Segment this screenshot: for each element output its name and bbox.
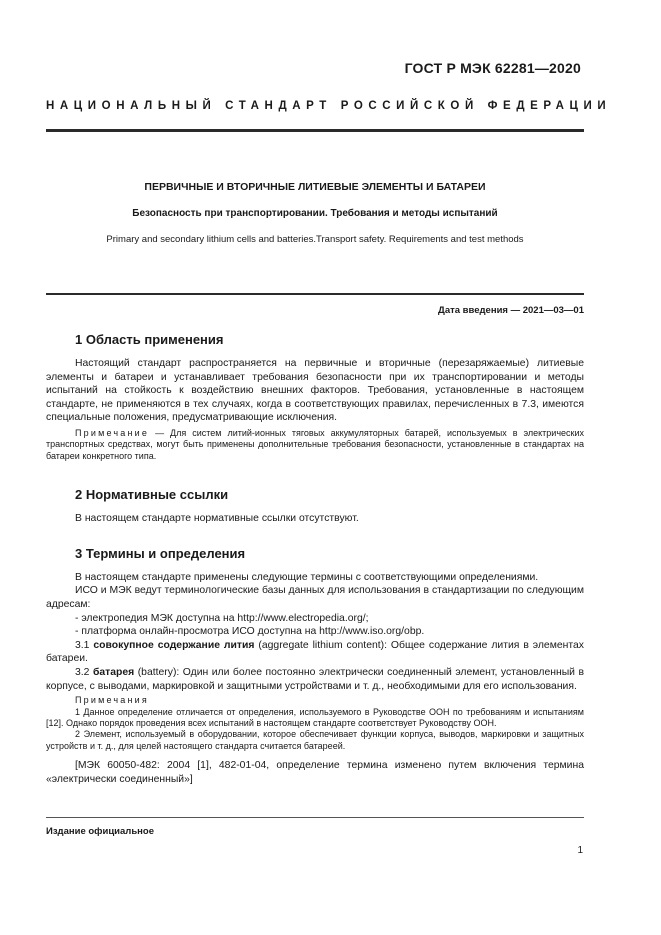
document-subtitle-ru: Безопасность при транспортировании. Требования и методы испытаний xyxy=(132,208,498,219)
section-1-note xyxy=(46,428,584,462)
notes-label: Примечания xyxy=(75,695,149,706)
term-3-1-definition: (aggregate lithium content): Общее содержание лития в элементах батареи. xyxy=(46,639,584,665)
section-3-paragraph-2: ИСО и МЭК ведут терминологические базы данных для использования в стандартизации по следующим адресам: xyxy=(46,585,584,610)
footer-divider xyxy=(46,817,584,818)
term-3-1-name: совокупное содержание лития xyxy=(93,639,255,651)
top-divider xyxy=(46,129,584,132)
page-number: 1 xyxy=(577,845,583,856)
section-3-heading: 3 Термины и определения xyxy=(75,545,246,561)
section-2-paragraph: В настоящем стандарте нормативные ссылки отсутствуют. xyxy=(75,513,359,525)
document-title-en: Primary and secondary lithium cells and batteries.Transport safety. Requirements and test methods xyxy=(106,234,524,245)
term-3-1-number: 3.1 xyxy=(75,639,94,651)
term-note-1: 1 Данное определение отличается от определения, используемого в Руководстве ООН по требованиям и испытаниям [12]. Однако порядок проведения всех испытаний в настоящем стандарте соответствует Руководству ООН. xyxy=(46,706,584,728)
title-divider xyxy=(46,293,584,295)
term-3-2-name: батарея xyxy=(92,666,135,678)
address-item-electropedia: - электропедия МЭК доступна на http://www.electropedia.org/; xyxy=(75,612,369,624)
gost-code: ГОСТ Р МЭК 62281—2020 xyxy=(404,60,581,76)
section-1-heading: 1 Область применения xyxy=(75,332,224,347)
official-edition-label: Издание официальное xyxy=(46,826,154,837)
term-note-2: 2 Элемент, используемый в оборудовании, которое обеспечивает функции корпуса, выводов, маркировки и защитных устройств и т. д., для целей настоящего стандарта считается батареей. xyxy=(46,729,584,751)
note-text: — Для систем литий-ионных тяговых аккумуляторных батарей, используемых в электрических транспортных средствах, могут быть применены дополнительные требования безопасности, установленные в стандартах на батареи конкретного типа. xyxy=(46,427,584,461)
note-label: Примечание xyxy=(75,427,150,438)
term-3-1 xyxy=(46,639,584,666)
section-3-paragraph-1: В настоящем стандарте применены следующие термины с соответствующими определениями. xyxy=(75,571,539,583)
term-3-2-number: 3.2 xyxy=(75,666,93,678)
document-content xyxy=(46,332,584,786)
document-title-ru: ПЕРВИЧНЫЕ И ВТОРИЧНЫЕ ЛИТИЕВЫЕ ЭЛЕМЕНТЫ И БАТАРЕИ xyxy=(144,181,486,193)
national-standard-title: НАЦИОНАЛЬНЫЙ СТАНДАРТ РОССИЙСКОЙ ФЕДЕРАЦИИ xyxy=(46,100,612,112)
term-3-2-definition: (battery): Один или более постоянно электрически соединенный элемент, установленный в корпусе, с выводами, маркировкой и защитными устройствами и т. д., необходимыми для его использования. xyxy=(46,666,584,692)
address-item-iso: - платформа онлайн-просмотра ИСО доступна на http://www.iso.org/obp. xyxy=(75,626,425,638)
term-source-reference: [МЭК 60050-482: 2004 [1], 482-01-04, определение термина изменено путем включения термина «электрически соединенный»] xyxy=(46,760,584,785)
section-1-paragraph: Настоящий стандарт распространяется на первичные и вторичные (перезаряжаемые) литиевые элементы и батареи и устанавливает требования безопасности при их транспортировании и методы испытаний на стойкость к воздействию внешних факторов. Требования, установленные в настоящем стандарте, не применяются в тех случаях, когда в соответствующих правилах, перечисленных в 7.3, имеются специальные положения, предусматривающие исключения. xyxy=(46,358,584,424)
section-2-heading: 2 Нормативные ссылки xyxy=(75,487,229,503)
introduction-date: Дата введения — 2021—03—01 xyxy=(438,305,584,316)
term-3-2 xyxy=(46,666,584,693)
